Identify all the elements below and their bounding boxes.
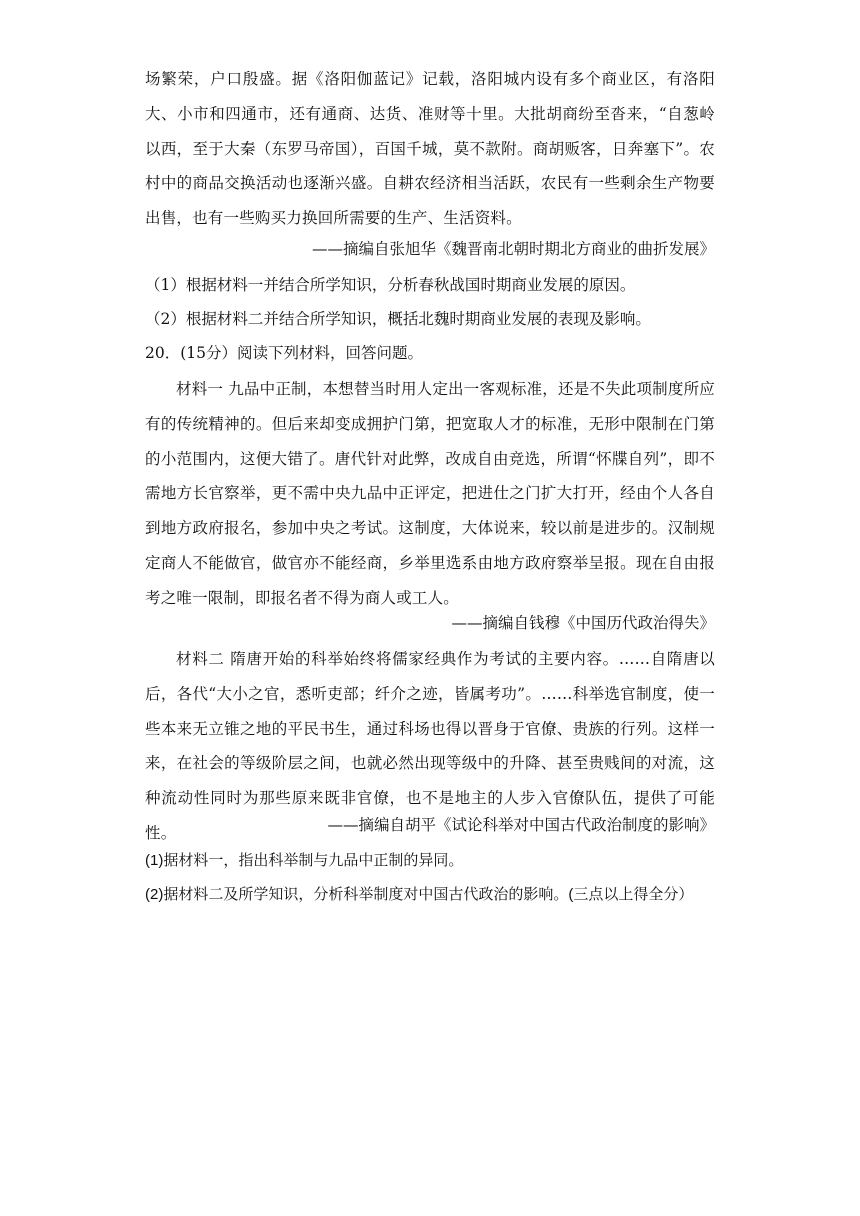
q20-material-2-source: ——摘编自胡平《试论科举对中国古代政治制度的影响》 xyxy=(327,816,715,834)
q19-subquestion-2: （2）根据材料二并结合所学知识，概括北魏时期商业发展的表现及影响。 xyxy=(145,310,651,328)
q20-heading: 20．(15分）阅读下列材料，回答问题。 xyxy=(145,344,423,362)
q20-material-1-text: 材料一 九品中正制，本想替当时用人定出一客观标准，还是不失此项制度所应有的传统精神的。但后来却变成拥护门第，把宽取人才的标准，无形中限制在门第的小范围内，这便大错了。唐代针对此弊，改成自由竞选，所谓“怀牒自列”，即不需地方长官察举，更不需中央九品中正评定，把进仕之门扩大打开，经由个人各自到地方政府报名，参加中央之考试。这制度，大体说来，较以前是进步的。汉制规定商人不能做官，做官亦不能经商，乡举里选系由地方政府察举呈报。现在自由报考之唯一限制，即报名者不得为商人或工人。 xyxy=(145,380,715,607)
q20-material-1-source: ——摘编自钱穆《中国历代政治得失》 xyxy=(451,614,715,632)
q20-subquestion-1: (1)据材料一，指出科举制与九品中正制的异同。 xyxy=(145,852,464,869)
q20-material-2-text: 材料二 隋唐开始的科举始终将儒家经典作为考试的主要内容。……自隋唐以后，各代“大小之官，悉听吏部；纤介之迹，皆属考功”。……科举选官制度，使一些本来无立锥之地的平民书生，通过科场也得以晋身于官僚、贵族的行列。这样一来，在社会的等级阶层之间，也就必然出现等级中的升降、甚至贵贱间的对流，这种流动性同时为那些原来既非官僚，也不是地主的人步入官僚队伍，提供了可能性。 xyxy=(145,650,715,842)
passage-top-source: ——摘编自张旭华《魏晋南北朝时期北方商业的曲折发展》 xyxy=(311,240,715,258)
q20-subquestion-2: (2)据材料二及所学知识，分析科举制度对中国古代政治的影响。(三点以上得全分） xyxy=(145,886,694,903)
q19-subquestion-1: （1）根据材料一并结合所学知识，分析春秋战国时期商业发展的原因。 xyxy=(145,276,636,294)
passage-top-text: 场繁荣，户口殷盛。据《洛阳伽蓝记》记载，洛阳城内设有多个商业区，有洛阳大、小市和四通市，还有通商、达货、准财等十里。大批胡商纷至沓来，“自葱岭以西，至于大秦（东罗马帝国），百国千城，莫不款附。商胡贩客，日奔塞下”。农村中的商品交换活动也逐渐兴盛。自耕农经济相当活跃，农民有一些剩余生产物要出售，也有一些购买力换回所需要的生产、生活资料。 xyxy=(145,70,715,228)
